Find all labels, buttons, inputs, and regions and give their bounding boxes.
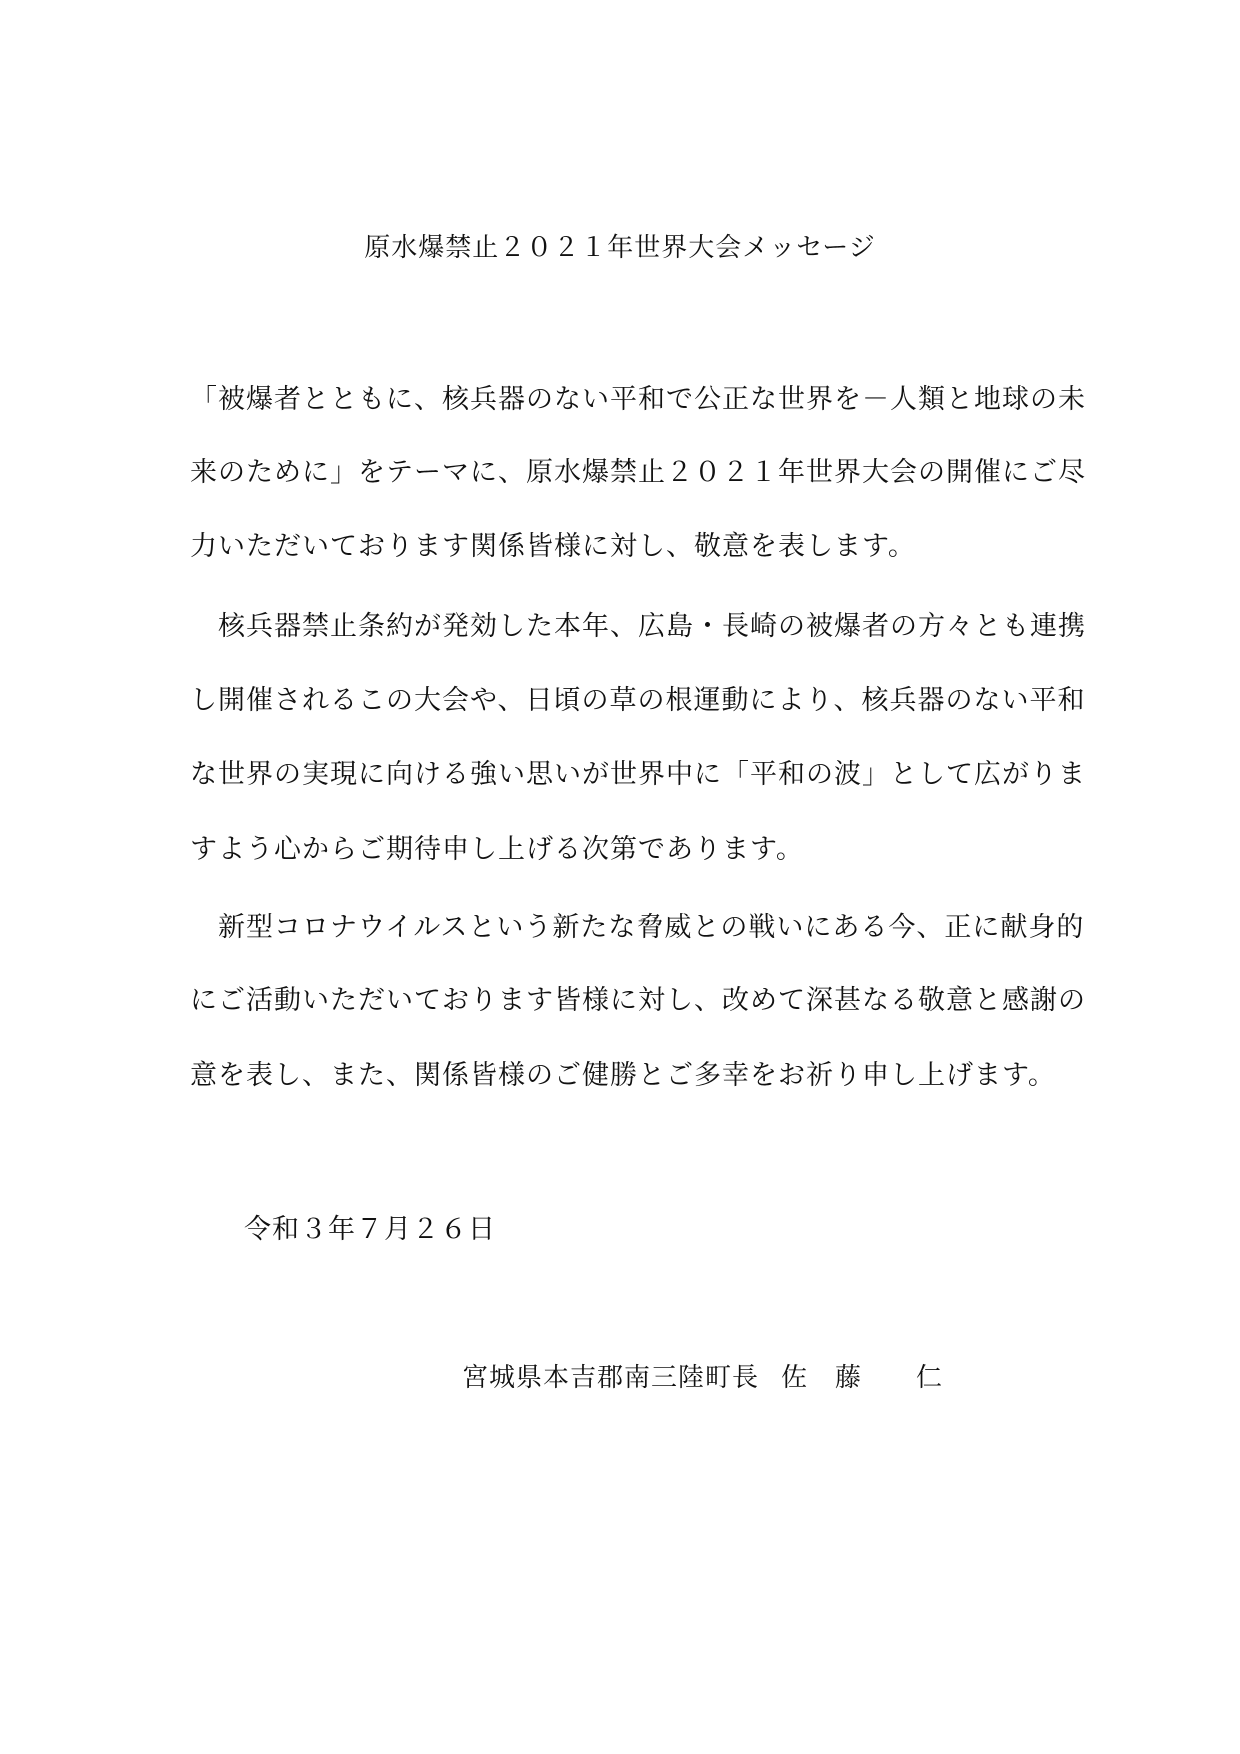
- paragraph-3-line-2: にご活動いただいております皆様に対し、改めて深甚なる敬意と感謝の: [190, 985, 1086, 1016]
- paragraph-2-line-3: な世界の実現に向ける強い思いが世界中に「平和の波」として広がりま: [190, 759, 1086, 790]
- paragraph-2-line-1: 核兵器禁止条約が発効した本年、広島・長崎の被爆者の方々とも連携: [190, 611, 1086, 642]
- paragraph-2-line-4: すよう心からご期待申し上げる次第であります。: [190, 834, 804, 865]
- signature-block: [462, 1358, 943, 1398]
- paragraph-3-line-1: 新型コロナウイルスという新たな脅威との戦いにある今、正に献身的: [190, 912, 1085, 943]
- paragraph-1-line-3: 力いただいております関係皆様に対し、敬意を表します。: [190, 531, 916, 562]
- document-title: 原水爆禁止２０２１年世界大会メッセージ: [364, 233, 876, 263]
- paragraph-2-line-2: し開催されるこの大会や、日頃の草の根運動により、核兵器のない平和: [190, 685, 1086, 716]
- paragraph-3-line-3: 意を表し、また、関係皆様のご健勝とご多幸をお祈り申し上げます。: [190, 1060, 1056, 1091]
- paragraph-1-line-1: 「被爆者とともに、核兵器のない平和で公正な世界を－人類と地球の未: [190, 384, 1086, 415]
- paragraph-1-line-2: 来のために」をテーマに、原水爆禁止２０２１年世界大会の開催にご尽: [190, 457, 1086, 488]
- signature-name: 佐 藤 仁: [781, 1363, 944, 1393]
- document-date: 令和３年７月２６日: [244, 1214, 496, 1245]
- signature-position: 宮城県本吉郡南三陸町長: [462, 1363, 760, 1393]
